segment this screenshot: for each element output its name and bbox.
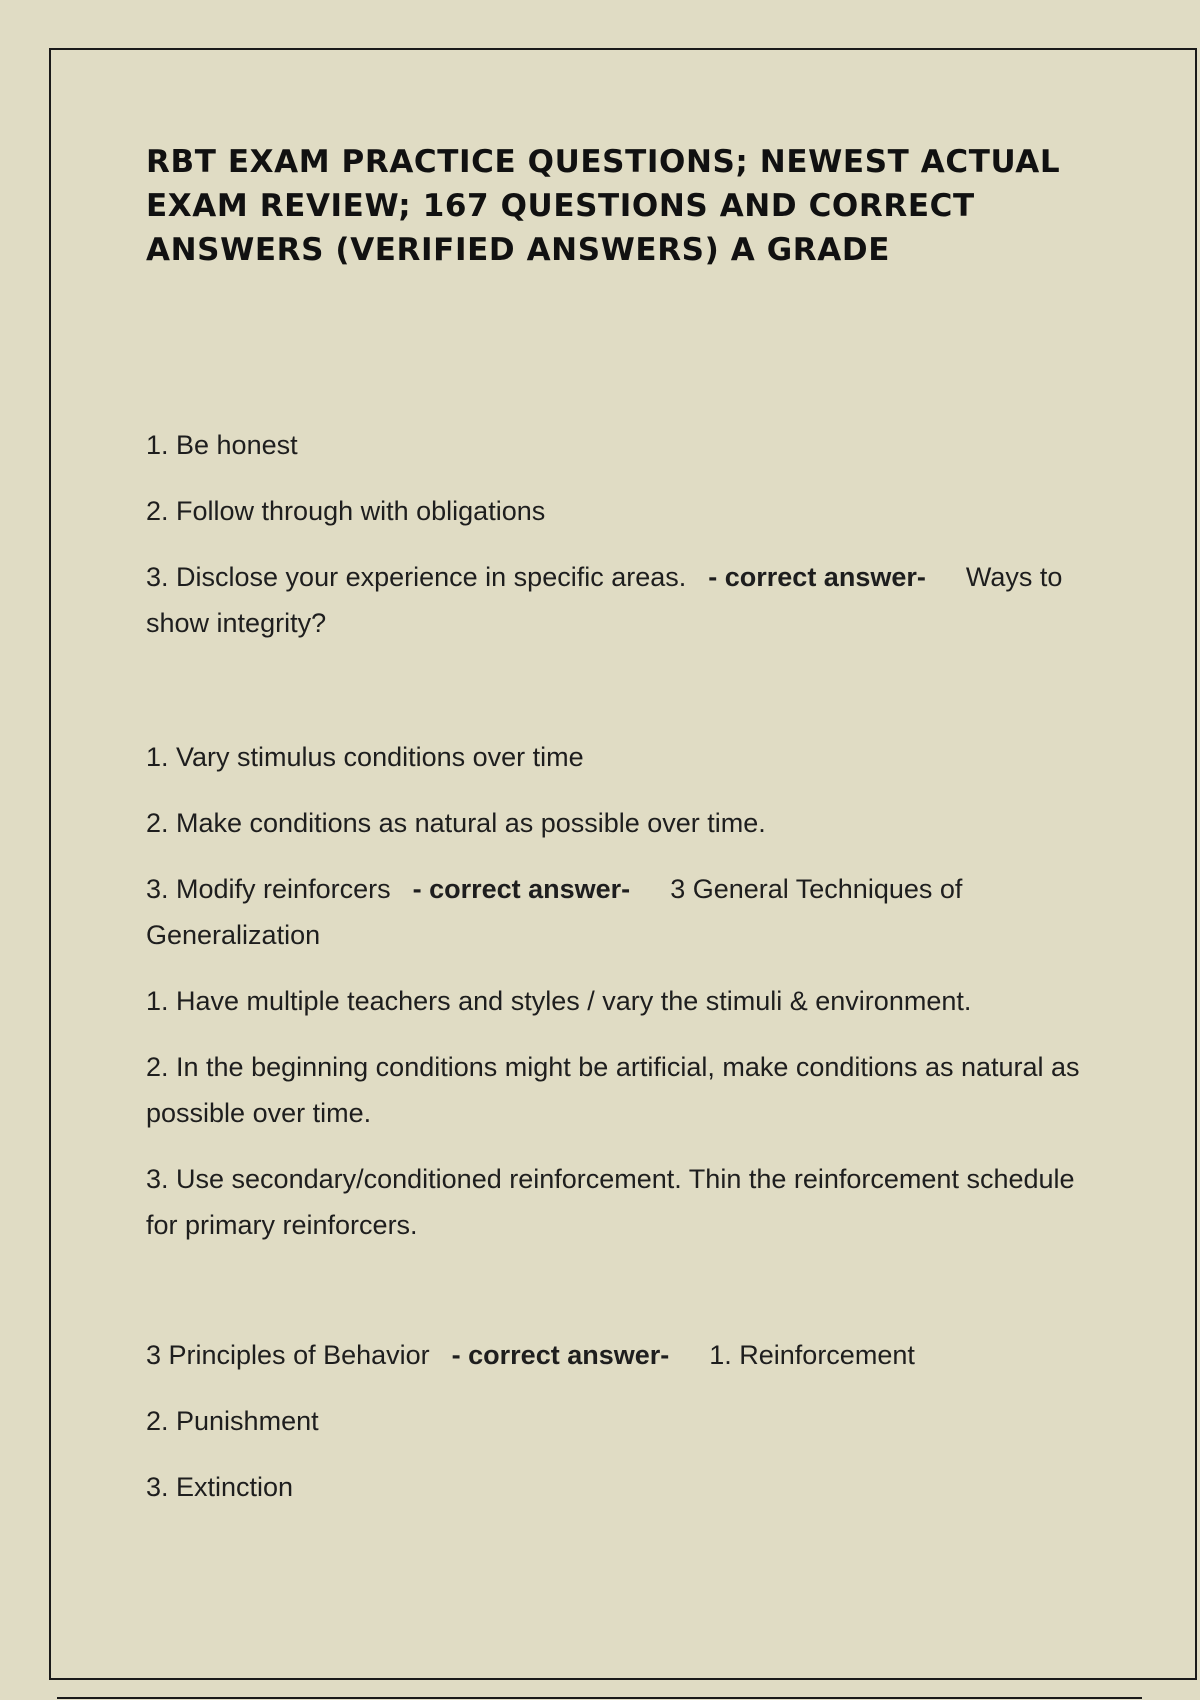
correct-answer-tag: - correct answer- [412, 874, 631, 904]
correct-answer-tag: - correct answer- [708, 562, 926, 592]
answer-line: 2. In the beginning conditions might be artificial, make conditions as natural as possible over time. [146, 1052, 1080, 1128]
question-text: 3 General Techniques of Generalization [146, 874, 963, 950]
qa-line [146, 1332, 1106, 1378]
answer-line: 1. Reinforcement [709, 1340, 915, 1370]
answer-line: 3. Extinction [146, 1472, 294, 1502]
answer-line: 1. Have multiple teachers and styles / vary the stimuli & environment. [146, 986, 972, 1016]
answer-line: 1. Be honest [146, 430, 298, 460]
answer-line: 2. Punishment [146, 1406, 319, 1436]
question-text: 3 Principles of Behavior [146, 1340, 430, 1370]
correct-answer-tag: - correct answer- [451, 1340, 670, 1370]
spacer [146, 1268, 1106, 1332]
answer-line: 3. Disclose your experience in specific areas. [146, 562, 687, 592]
document-title: RBT EXAM PRACTICE QUESTIONS; NEWEST ACTUAL EXAM REVIEW; 167 QUESTIONS AND CORRECT ANSWERS (VERIFIED ANSWERS) A GRADE [146, 144, 1061, 268]
answer-line: 3. Use secondary/conditioned reinforcement. Thin the reinforcement schedule for primary reinforcers. [146, 1164, 1075, 1240]
document-content [146, 422, 1106, 1530]
answer-line: 1. Vary stimulus conditions over time [146, 742, 584, 772]
answer-line: 2. Make conditions as natural as possible over time. [146, 808, 766, 838]
answer-line: 3. Modify reinforcers [146, 874, 391, 904]
qa-line [146, 554, 1106, 646]
question-text: Ways to show integrity? [146, 562, 1063, 638]
spacer [146, 666, 1106, 734]
answer-line: 2. Follow through with obligations [146, 496, 546, 526]
qa-line [146, 866, 1106, 958]
bottom-rule [57, 1697, 1142, 1699]
